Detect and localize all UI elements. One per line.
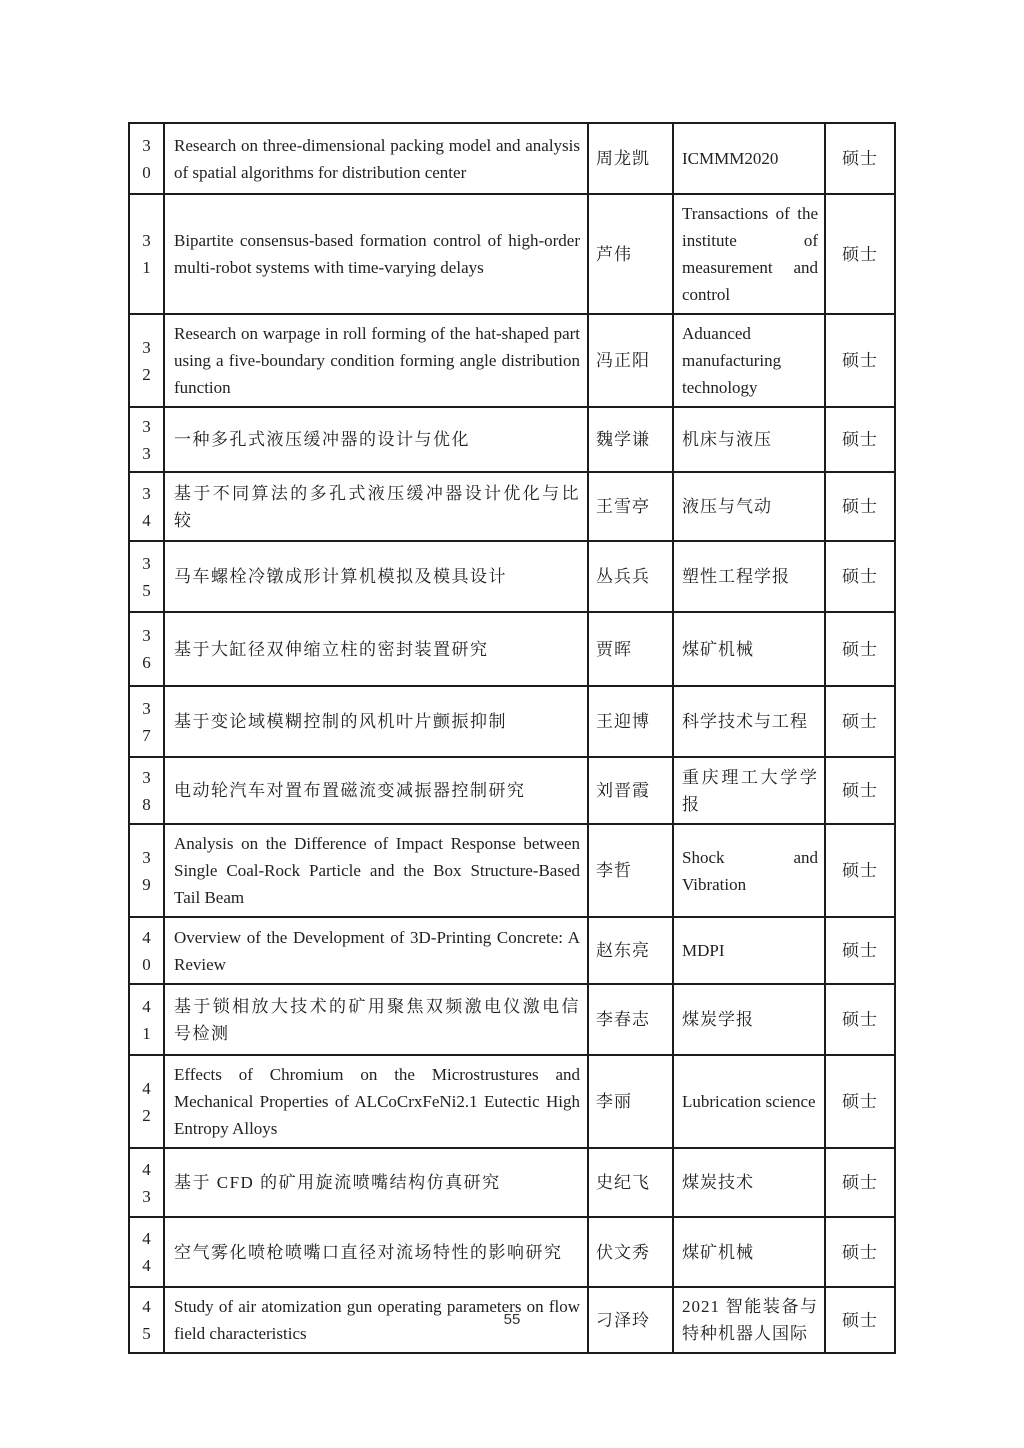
author-name: 王迎博: [588, 686, 673, 757]
author-name: 王雪亭: [588, 472, 673, 541]
table-row: [129, 984, 895, 1055]
table-row: [129, 686, 895, 757]
table-row: [129, 824, 895, 917]
degree-level: 硕士: [825, 1055, 895, 1148]
paper-title: 电动轮汽车对置布置磁流变减振器控制研究: [164, 757, 588, 824]
journal-name: Shock and Vibration: [673, 824, 825, 917]
table-row: [129, 407, 895, 472]
paper-title: Bipartite consensus-based formation control of high-order multi-robot systems with time-varying delays: [164, 194, 588, 314]
journal-name: 重庆理工大学学报: [673, 757, 825, 824]
author-name: 冯正阳: [588, 314, 673, 407]
paper-title: 基于大缸径双伸缩立柱的密封装置研究: [164, 612, 588, 686]
row-number: 42: [129, 1055, 164, 1148]
degree-level: 硕士: [825, 123, 895, 194]
paper-title: Analysis on the Difference of Impact Response between Single Coal-Rock Particle and the Box Structure-Based Tail Beam: [164, 824, 588, 917]
row-number: 44: [129, 1217, 164, 1287]
row-number: 37: [129, 686, 164, 757]
publications-table: [128, 122, 896, 1354]
row-number: 41: [129, 984, 164, 1055]
journal-name: 机床与液压: [673, 407, 825, 472]
paper-title: 基于锁相放大技术的矿用聚焦双频激电仪激电信号检测: [164, 984, 588, 1055]
row-number: 31: [129, 194, 164, 314]
degree-level: 硕士: [825, 1148, 895, 1217]
paper-title: Research on warpage in roll forming of the hat-shaped part using a five-boundary condition forming angle distribution function: [164, 314, 588, 407]
paper-title: 基于 CFD 的矿用旋流喷嘴结构仿真研究: [164, 1148, 588, 1217]
table-row: [129, 1217, 895, 1287]
author-name: 魏学谦: [588, 407, 673, 472]
table-row: [129, 1055, 895, 1148]
journal-name: Transactions of the institute of measurement and control: [673, 194, 825, 314]
journal-name: 煤矿机械: [673, 612, 825, 686]
degree-level: 硕士: [825, 472, 895, 541]
row-number: 33: [129, 407, 164, 472]
paper-title: 一种多孔式液压缓冲器的设计与优化: [164, 407, 588, 472]
paper-title: 马车螺栓冷镦成形计算机模拟及模具设计: [164, 541, 588, 612]
row-number: 39: [129, 824, 164, 917]
author-name: 贾晖: [588, 612, 673, 686]
row-number: 35: [129, 541, 164, 612]
degree-level: 硕士: [825, 1217, 895, 1287]
degree-level: 硕士: [825, 824, 895, 917]
author-name: 赵东亮: [588, 917, 673, 984]
paper-title: 基于变论域模糊控制的风机叶片颤振抑制: [164, 686, 588, 757]
author-name: 史纪飞: [588, 1148, 673, 1217]
journal-name: 煤炭技术: [673, 1148, 825, 1217]
author-name: 李春志: [588, 984, 673, 1055]
author-name: 周龙凯: [588, 123, 673, 194]
table-row: [129, 472, 895, 541]
author-name: 李哲: [588, 824, 673, 917]
table-row: [129, 123, 895, 194]
journal-name: 科学技术与工程: [673, 686, 825, 757]
paper-title: Effects of Chromium on the Microstrustures and Mechanical Properties of ALCoCrxFeNi2.1 Eutectic High Entropy Alloys: [164, 1055, 588, 1148]
paper-title: 空气雾化喷枪喷嘴口直径对流场特性的影响研究: [164, 1217, 588, 1287]
author-name: 李丽: [588, 1055, 673, 1148]
degree-level: 硕士: [825, 612, 895, 686]
author-name: 芦伟: [588, 194, 673, 314]
paper-title: 基于不同算法的多孔式液压缓冲器设计优化与比较: [164, 472, 588, 541]
row-number: 32: [129, 314, 164, 407]
degree-level: 硕士: [825, 917, 895, 984]
journal-name: ICMMM2020: [673, 123, 825, 194]
degree-level: 硕士: [825, 757, 895, 824]
table-row: [129, 1148, 895, 1217]
author-name: 刘晋霞: [588, 757, 673, 824]
degree-level: 硕士: [825, 194, 895, 314]
paper-title: Study of air atomization gun operating parameters on flow field characteristics: [164, 1287, 588, 1353]
journal-name: 塑性工程学报: [673, 541, 825, 612]
table-row: [129, 757, 895, 824]
paper-title: Overview of the Development of 3D-Printing Concrete: A Review: [164, 917, 588, 984]
degree-level: 硕士: [825, 407, 895, 472]
table-row: [129, 194, 895, 314]
journal-name: Aduanced manufacturing technology: [673, 314, 825, 407]
author-name: 丛兵兵: [588, 541, 673, 612]
author-name: 伏文秀: [588, 1217, 673, 1287]
page-number: 55: [503, 1311, 521, 1328]
row-number: 45: [129, 1287, 164, 1353]
table-row: [129, 541, 895, 612]
journal-name: MDPI: [673, 917, 825, 984]
table-row: [129, 917, 895, 984]
table-row: [129, 314, 895, 407]
degree-level: 硕士: [825, 686, 895, 757]
row-number: 36: [129, 612, 164, 686]
table-row: [129, 612, 895, 686]
journal-name: Lubrication science: [673, 1055, 825, 1148]
journal-name: 液压与气动: [673, 472, 825, 541]
row-number: 40: [129, 917, 164, 984]
row-number: 38: [129, 757, 164, 824]
row-number: 43: [129, 1148, 164, 1217]
author-name: 刁泽玲: [588, 1287, 673, 1353]
degree-level: 硕士: [825, 1287, 895, 1353]
degree-level: 硕士: [825, 984, 895, 1055]
row-number: 30: [129, 123, 164, 194]
row-number: 34: [129, 472, 164, 541]
journal-name: 2021 智能装备与特种机器人国际: [673, 1287, 825, 1353]
paper-title: Research on three-dimensional packing model and analysis of spatial algorithms for distribution center: [164, 123, 588, 194]
journal-name: 煤矿机械: [673, 1217, 825, 1287]
degree-level: 硕士: [825, 314, 895, 407]
degree-level: 硕士: [825, 541, 895, 612]
journal-name: 煤炭学报: [673, 984, 825, 1055]
